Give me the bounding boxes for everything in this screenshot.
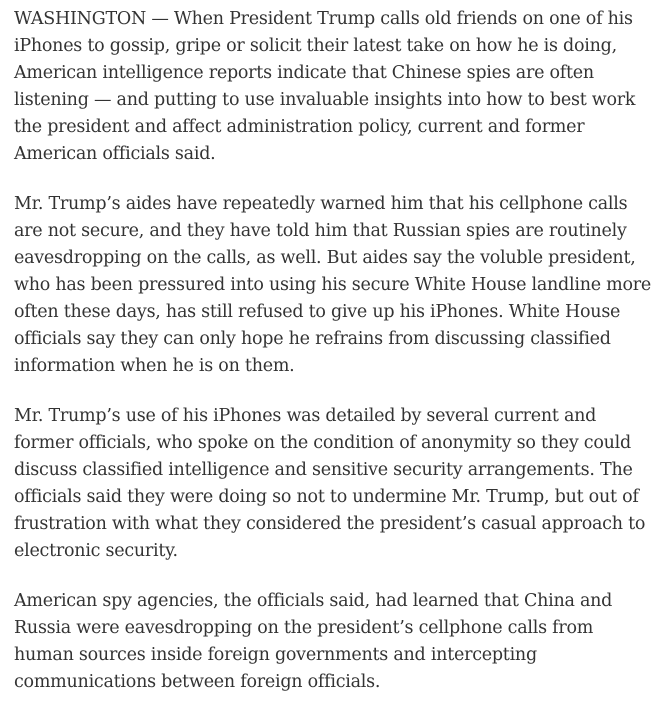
article-paragraph-3: Mr. Trump’s use of his iPhones was detailed by several current and former officials, who spoke on the condition of anonymity so they could discuss classified intelligence and sensitive security arrangements. The officials said they were doing so not to undermine Mr. Trump, but out of frustration with what they considered the president’s casual approach to electronic security.	[14, 406, 646, 561]
article-paragraph-1: WASHINGTON — When President Trump calls old friends on one of his iPhones to gossip, gripe or solicit their latest take on how he is doing, American intelligence reports indicate that Chinese spies are often listening — and putting to use invaluable insights into how to best work the president and affect administration policy, current and former American officials said.	[14, 9, 636, 164]
article-paragraph-2: Mr. Trump’s aides have repeatedly warned him that his cellphone calls are not secure, and they have told him that Russian spies are routinely eavesdropping on the calls, as well. But aides say the voluble president, who has been pressured into using his secure White House landline more often these days, has still refused to give up his iPhones. White House officials say they can only hope he refrains from discussing classified information when he is on them.	[14, 194, 651, 376]
article-paragraph-4: American spy agencies, the officials said, had learned that China and Russia were eavesdropping on the president’s cellphone calls from human sources inside foreign governments and intercepting communications between foreign officials.	[14, 591, 613, 692]
article-body	[14, 6, 654, 719]
